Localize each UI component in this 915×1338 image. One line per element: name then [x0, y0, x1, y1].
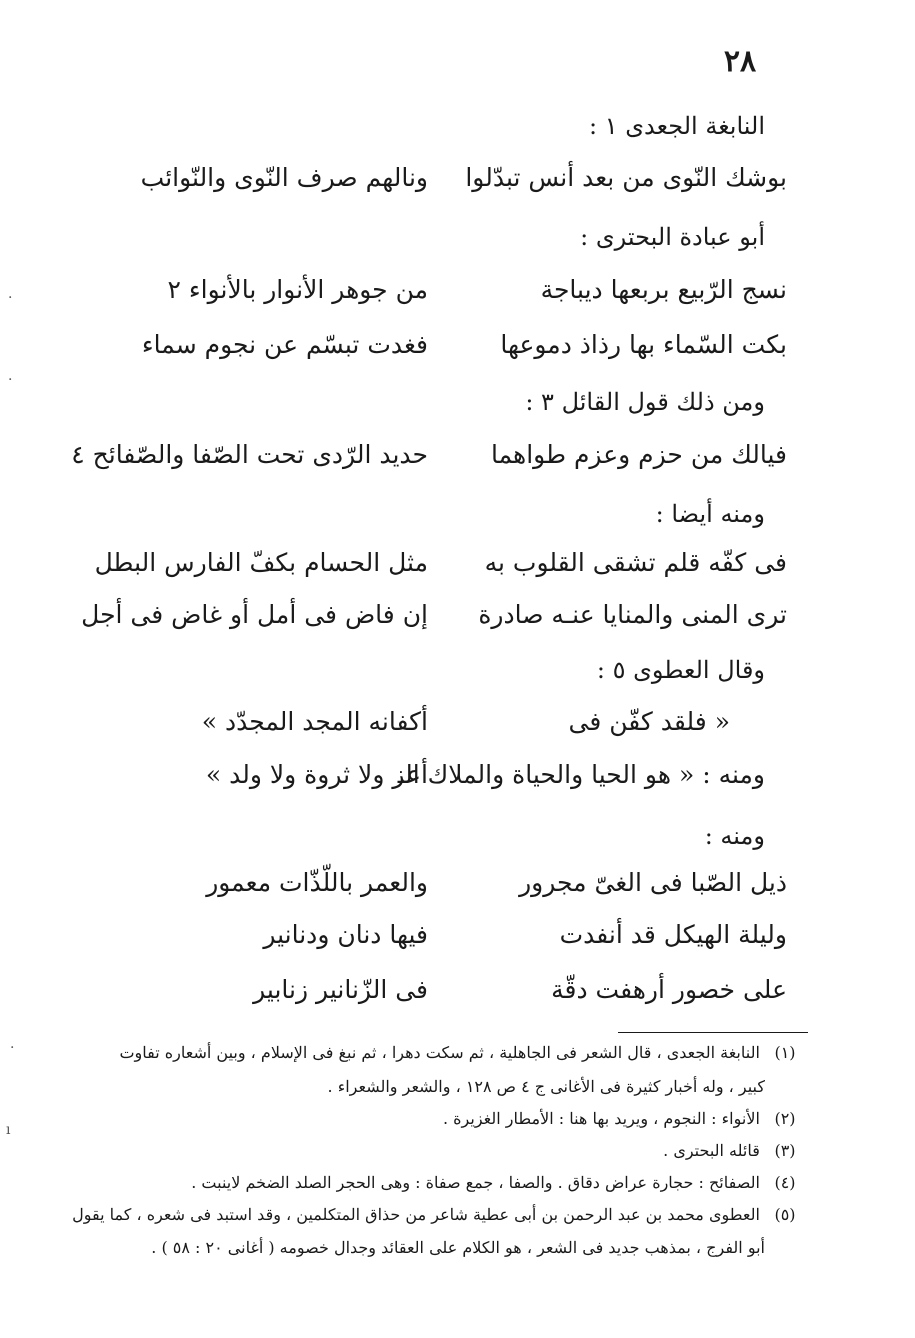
- footnote-2-number: (٢): [774, 1109, 796, 1128]
- verse-2-left: من جوهر الأنوار بالأنواء ٢: [167, 275, 428, 304]
- heading-buhturi: أبو عبادة البحترى :: [580, 223, 765, 251]
- verse-11-right: على خصور أرهفت دقّة: [551, 975, 787, 1004]
- verse-1-left: ونالهم صرف النّوى والنّوائب: [140, 163, 428, 192]
- heading-nabigha: النابغة الجعدى ١ :: [589, 112, 765, 140]
- verse-4-right: فيالك من حزم وعزم طواهما: [490, 440, 787, 469]
- footnote-4-line-1: الصفائح : حجارة عراض دقاق . والصفا ، جمع صفاة : وهى الحجر الصلد الضخم لاينبت .: [191, 1173, 760, 1192]
- verse-4-left: حديد الرّدى تحت الصّفا والصّفائح ٤: [71, 440, 428, 469]
- verse-6-right: ترى المنى والمنايا عنـه صادرة: [478, 600, 787, 629]
- footnote-1-line-1: النابغة الجعدى ، قال الشعر فى الجاهلية ، ثم سكت دهرا ، ثم نبغ فى الإسلام ، وبين أشعاره تفاوت: [119, 1043, 760, 1062]
- footnote-5-number: (٥): [774, 1205, 796, 1224]
- scan-mark: ·: [8, 290, 13, 306]
- footnote-5: [72, 1205, 805, 1224]
- footnote-1: [119, 1043, 805, 1062]
- verse-8-right: ومنه : « هو الحيا والحياة والملاك الـ: [397, 760, 765, 789]
- verse-10-left: فيها دنان ودنانير: [263, 920, 428, 949]
- footnote-separator: [618, 1032, 808, 1033]
- footnote-1-number: (١): [774, 1043, 796, 1062]
- verse-6-left: إن فاض فى أمل أو غاض فى أجل: [81, 600, 428, 629]
- verse-2-right: نسج الرّبيع بربعها ديباجة: [540, 275, 787, 304]
- verse-5-left: مثل الحسام بكفّ الفارس البطل: [94, 548, 428, 577]
- heading-atawi: وقال العطوى ٥ :: [596, 656, 765, 684]
- verse-3-left: فغدت تبسّم عن نجوم سماء: [141, 330, 428, 359]
- verse-11-left: فى الزّنانير زنابير: [253, 975, 428, 1004]
- scan-mark: ·: [10, 1040, 15, 1056]
- verse-3-right: بكت السّماء بها رذاذ دموعها: [500, 330, 787, 359]
- verse-7-right: « فلقد كفّن فى: [568, 707, 730, 736]
- verse-7-left: أكفانه المجد المجدّد »: [201, 707, 428, 736]
- page-number: ٢٨: [723, 44, 757, 79]
- footnote-3-line-1: قائله البحترى .: [663, 1141, 760, 1160]
- footnote-5-cont: أبو الفرج ، بمذهب جديد فى الشعر ، هو الكلام على العقائد وجدال خصومه ( أغانى ٢٠ : ٥٨ ) .: [151, 1238, 765, 1257]
- heading-qail: ومن ذلك قول القائل ٣ :: [525, 388, 765, 416]
- heading-aydan: ومنه أيضا :: [655, 500, 765, 528]
- footnote-1-cont: كبير ، وله أخبار كثيرة فى الأغانى ج ٤ ص ١٢٨ ، والشعر والشعراء .: [327, 1077, 765, 1096]
- scan-mark: ı: [6, 1122, 11, 1138]
- verse-1-right: بوشك النّوى من بعد أنس تبدّلوا: [465, 163, 787, 192]
- footnote-3-number: (٣): [774, 1141, 796, 1160]
- verse-10-right: وليلة الهيكل قد أنفدت: [559, 920, 787, 949]
- verse-8-left: أعز ولا ثروة ولا ولد »: [205, 760, 428, 789]
- verse-9-right: ذيل الصّبا فى الغىّ مجرور: [519, 868, 787, 897]
- verse-9-left: والعمر باللّذّات معمور: [206, 868, 428, 897]
- footnote-3: [663, 1141, 805, 1160]
- heading-minhu: ومنه :: [704, 822, 765, 850]
- footnote-5-line-1: العطوى محمد بن عبد الرحمن بن أبى عطية شاعر من حذاق المتكلمين ، وقد استبد فى شعره ، كما يقول: [72, 1205, 760, 1224]
- footnote-4: [191, 1173, 805, 1192]
- verse-5-right: فى كفّه قلم تشقى القلوب به: [484, 548, 787, 577]
- footnote-2-line-1: الأنواء : النجوم ، ويريد بها هنا : الأمطار الغزيرة .: [443, 1109, 760, 1128]
- scan-mark: ·: [8, 372, 13, 388]
- footnote-4-number: (٤): [774, 1173, 796, 1192]
- footnote-2: [443, 1109, 805, 1128]
